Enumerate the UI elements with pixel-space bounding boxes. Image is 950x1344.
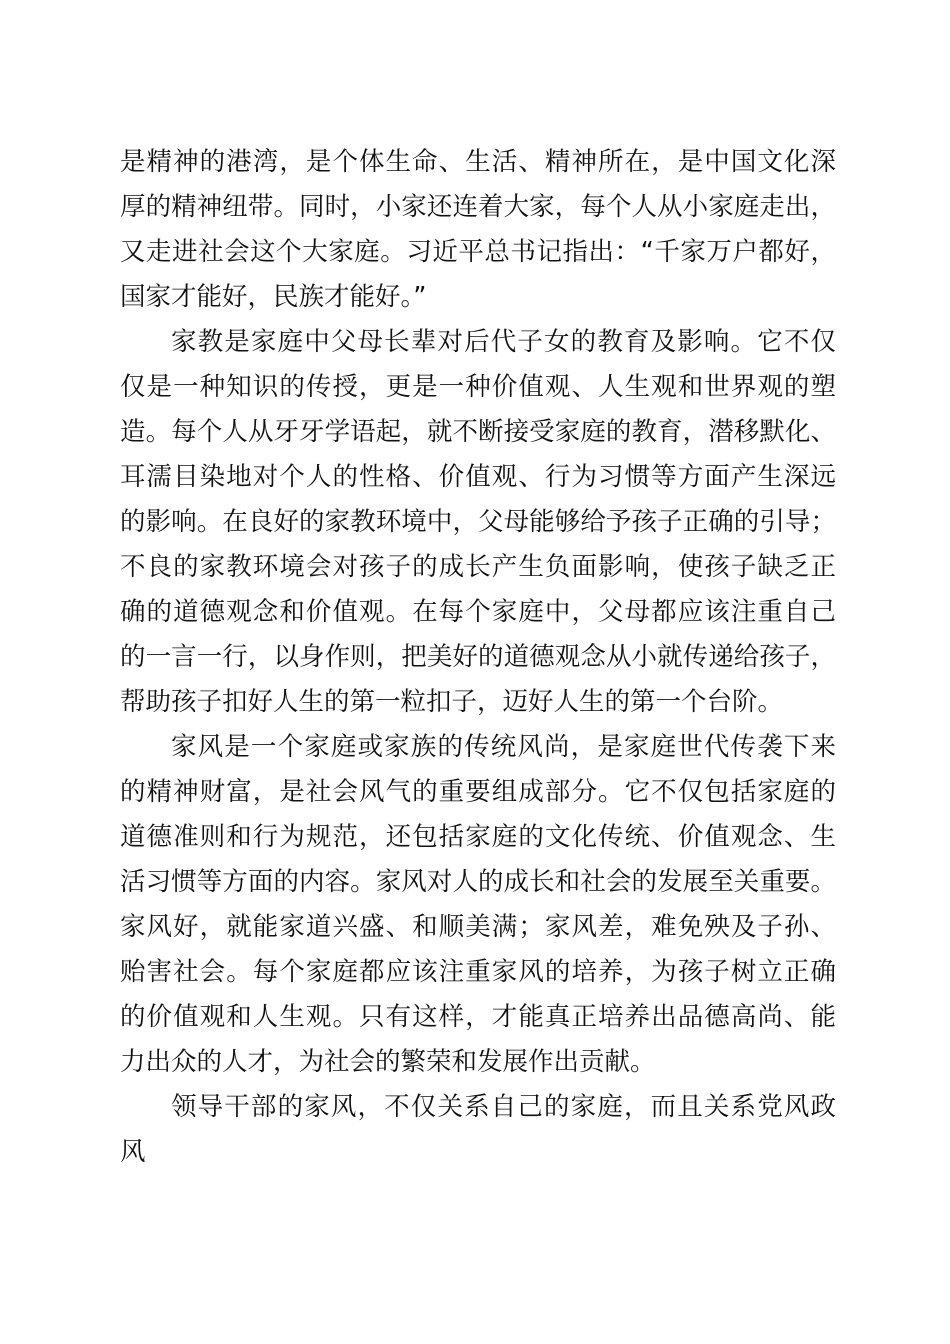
text-line: 又走进社会这个大家庭。习近平总书记指出：“千家万户都好， (120, 237, 836, 267)
text-line: 的影响。在良好的家教环境中，父母能够给予孩子正确的引导； (120, 507, 836, 537)
text-line: 造。每个人从牙牙学语起，就不断接受家庭的教育，潜移默化、 (120, 417, 836, 447)
text-line: 耳濡目染地对个人的性格、价值观、行为习惯等方面产生深远 (120, 462, 836, 492)
text-line: 的一言一行，以身作则，把美好的道德观念从小就传递给孩子， (120, 642, 836, 672)
text-line: 是精神的港湾，是个体生命、生活、精神所在，是中国文化深 (120, 147, 836, 177)
text-line: 家风是一个家庭或家族的传统风尚，是家庭世代传袭下来 (171, 732, 836, 762)
text-line: 家教是家庭中父母长辈对后代子女的教育及影响。它不仅 (171, 327, 836, 357)
text-line: 的价值观和人生观。只有这样，才能真正培养出品德高尚、能 (120, 1002, 836, 1032)
text-line: 帮助孩子扣好人生的第一粒扣子，迈好人生的第一个台阶。 (120, 687, 784, 717)
text-line: 仅是一种知识的传授，更是一种价值观、人生观和世界观的塑 (120, 372, 836, 402)
text-line: 的精神财富，是社会风气的重要组成部分。它不仅包括家庭的 (120, 777, 836, 807)
text-line: 不良的家教环境会对孩子的成长产生负面影响，使孩子缺乏正 (120, 552, 836, 582)
paragraph (120, 320, 836, 725)
text-line: 活习惯等方面的内容。家风对人的成长和社会的发展至关重要。 (120, 867, 836, 897)
text-line: 道德准则和行为规范，还包括家庭的文化传统、价值观念、生 (120, 822, 836, 852)
text-line: 领导干部的家风，不仅关系自己的家庭，而且关系党风政 (171, 1092, 836, 1122)
paragraph (120, 725, 836, 1085)
text-line: 国家才能好，民族才能好。” (120, 282, 427, 312)
paragraph (120, 1085, 836, 1175)
text-line: 厚的精神纽带。同时，小家还连着大家，每个人从小家庭走出， (120, 192, 836, 222)
text-line: 力出众的人才，为社会的繁荣和发展作出贡献。 (120, 1047, 656, 1077)
text-line: 家风好，就能家道兴盛、和顺美满；家风差，难免殃及子孙、 (120, 912, 836, 942)
text-line: 贻害社会。每个家庭都应该注重家风的培养，为孩子树立正确 (120, 957, 836, 987)
paragraph (120, 140, 836, 320)
document-body (120, 140, 836, 1175)
text-line: 风 (120, 1137, 146, 1167)
text-line: 确的道德观念和价值观。在每个家庭中，父母都应该注重自己 (120, 597, 836, 627)
